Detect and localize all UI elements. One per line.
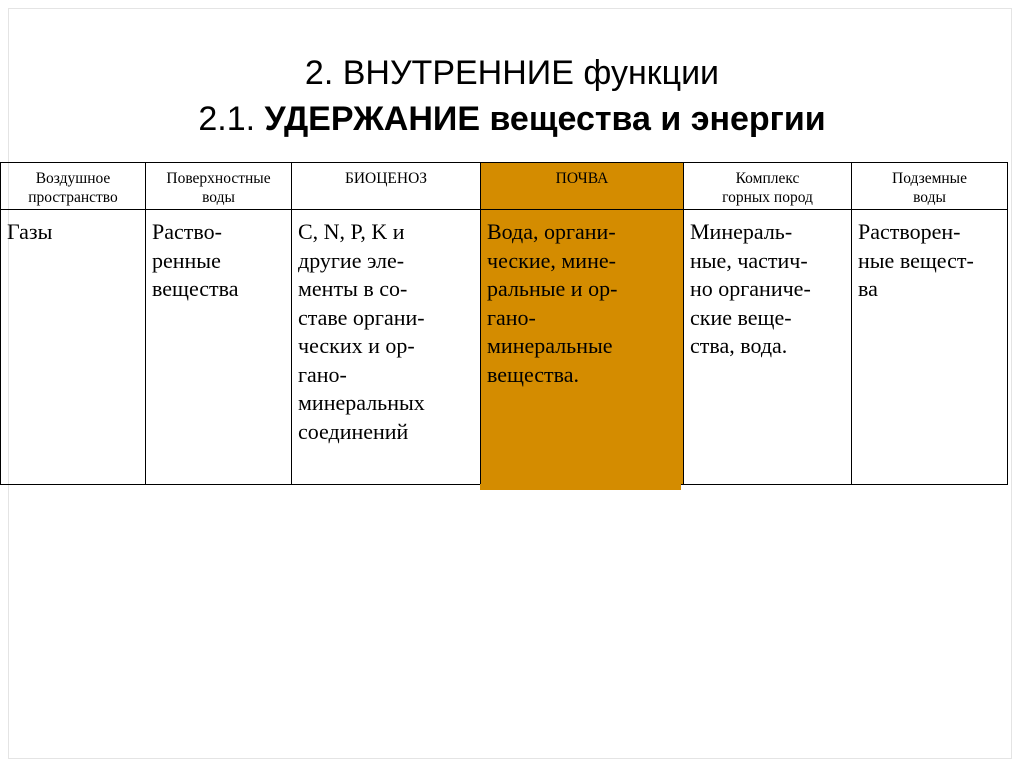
cell-text: Растворен- ные вещест- ва [858, 219, 974, 301]
cell-text: Раство- ренные вещества [152, 219, 239, 301]
header-label: Подземные воды [892, 170, 967, 206]
cell-groundwater [852, 210, 1008, 485]
title-line-2 [0, 96, 1024, 142]
cell-surface-water [146, 210, 292, 485]
header-cell-surface-water [146, 163, 292, 210]
header-cell-soil [481, 163, 684, 210]
content-row [1, 210, 1008, 485]
cell-rocks [684, 210, 852, 485]
cell-text: С, N, P, K и другие эле- менты в со- ставе органи- ческих и ор- гано- минеральных соединений [298, 219, 425, 444]
cell-air [1, 210, 146, 485]
header-cell-rocks [684, 163, 852, 210]
header-cell-biocenosis [292, 163, 481, 210]
cell-text: Вода, органи- ческие, мине- ральные и ор- гано- минеральные вещества. [487, 219, 618, 387]
header-cell-groundwater [852, 163, 1008, 210]
title-line-1: 2. ВНУТРЕННИЕ функции [304, 54, 720, 92]
title-number: 2.1. [198, 100, 265, 138]
header-label: ПОЧВА [555, 170, 609, 187]
header-label: Воздушное пространство [28, 170, 118, 206]
cell-text: Газы [7, 219, 53, 244]
cell-soil [481, 210, 684, 485]
functions-table [0, 162, 1008, 485]
header-label: Поверхностные воды [166, 170, 271, 206]
header-label: Комплекс горных пород [722, 170, 813, 206]
cell-text: Минераль- ные, частич- но органиче- ские веще- ства, вода. [690, 219, 811, 358]
header-row [1, 163, 1008, 210]
header-cell-air [1, 163, 146, 210]
slide-title [0, 50, 1024, 142]
soil-column-extension [480, 484, 681, 490]
title-bold: УДЕРЖАНИЕ вещества и энергии [264, 100, 826, 138]
header-label: БИОЦЕНОЗ [344, 170, 428, 187]
cell-biocenosis [292, 210, 481, 485]
